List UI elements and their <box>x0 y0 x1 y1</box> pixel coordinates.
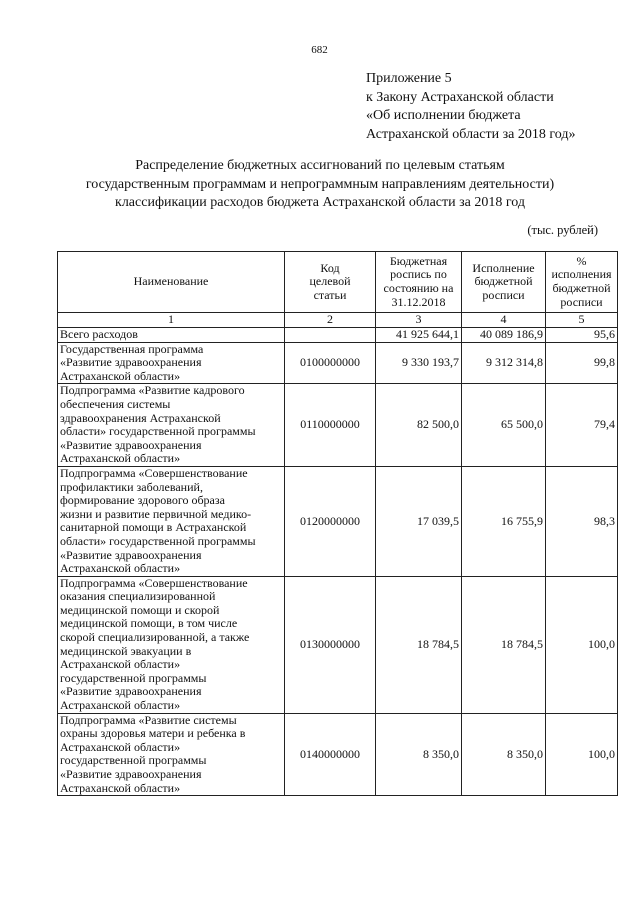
header-line: % <box>576 253 587 268</box>
document-title <box>40 157 600 213</box>
header-line: Бюджетная <box>389 253 448 268</box>
table-row <box>58 384 618 467</box>
row-name-line: Подпрограмма «Развитие системы <box>60 712 237 727</box>
header-name <box>58 252 285 313</box>
row-name-line: профилактики заболеваний, <box>60 479 203 494</box>
header-line: статьи <box>313 287 347 302</box>
row-name <box>58 576 285 713</box>
column-number: 1 <box>58 313 285 328</box>
column-number: 3 <box>376 313 462 328</box>
row-name <box>58 342 285 384</box>
appendix-heading <box>366 70 636 144</box>
row-code: 0130000000 <box>285 576 376 713</box>
header-line: росписи <box>482 287 525 302</box>
row-name-line: Астраханской области» <box>60 780 181 795</box>
row-name-line: Астраханской области» <box>60 368 181 383</box>
table-row <box>58 576 618 713</box>
row-name-line: Астраханской области» <box>60 657 181 672</box>
row-name <box>58 713 285 796</box>
row-name-line: здравоохранения Астраханской <box>60 410 221 425</box>
budget-table <box>57 251 618 796</box>
row-budget: 18 784,5 <box>376 576 462 713</box>
header-line: Наименование <box>133 274 209 289</box>
row-budget: 9 330 193,7 <box>376 342 462 384</box>
column-number: 5 <box>546 313 618 328</box>
row-name-line: Подпрограмма «Совершенствование <box>60 575 248 590</box>
row-budget: 82 500,0 <box>376 384 462 467</box>
page-number: 682 <box>311 44 328 56</box>
row-execution: 18 784,5 <box>462 576 546 713</box>
header-execution <box>462 252 546 313</box>
title-line: Распределение бюджетных ассигнований по целевым статьям <box>135 158 505 173</box>
total-name: Всего расходов <box>58 327 285 342</box>
row-name-line: «Развитие здравоохранения <box>60 355 202 370</box>
header-line: Код <box>320 260 340 275</box>
row-name-line: обеспечения системы <box>60 396 171 411</box>
row-name-line: жизни и развитие первичной медико- <box>60 506 252 521</box>
title-line: государственным программам и непрограммным направлениям деятельности) <box>85 176 555 192</box>
row-code: 0120000000 <box>285 466 376 576</box>
header-row <box>58 252 618 313</box>
row-name-line: государственной программы <box>60 753 207 768</box>
row-name-line: медицинской помощи, в том числе <box>60 616 238 631</box>
row-code: 0110000000 <box>285 384 376 467</box>
row-name-line: «Развитие здравоохранения <box>60 684 202 699</box>
appendix-line: Приложение 5 <box>366 71 452 86</box>
row-name-line: Подпрограмма «Развитие кадрового <box>60 383 245 398</box>
row-name-line: оказания специализированной <box>60 589 216 604</box>
header-line: роспись по <box>390 267 447 282</box>
row-code: 0140000000 <box>285 713 376 796</box>
row-name <box>58 384 285 467</box>
row-percent: 100,0 <box>546 576 618 713</box>
row-code: 0100000000 <box>285 342 376 384</box>
total-code <box>285 327 376 342</box>
row-name-line: Астраханской области» <box>60 698 181 713</box>
table-row <box>58 466 618 576</box>
header-line: состоянию на <box>383 281 454 295</box>
units-note: (тыс. рублей) <box>527 223 598 237</box>
appendix-line: к Закону Астраханской области <box>366 89 554 105</box>
row-name-line: Астраханской области» <box>60 561 181 576</box>
row-name-line: охраны здоровья матери и ребенка в <box>60 726 246 741</box>
header-line: 31.12.2018 <box>391 294 446 309</box>
total-budget: 41 925 644,1 <box>376 327 462 342</box>
appendix-line: «Об исполнении бюджета <box>366 108 521 123</box>
title-line: классификации расходов бюджета Астраханской области за 2018 год <box>115 195 525 210</box>
row-percent: 99,8 <box>546 342 618 384</box>
row-name-line: Государственная программа <box>60 341 204 356</box>
header-line: Исполнение <box>472 260 535 275</box>
total-percent: 95,6 <box>546 327 618 342</box>
row-name-line: медицинской эвакуации в <box>60 643 192 658</box>
total-row <box>58 327 618 342</box>
row-percent: 98,3 <box>546 466 618 576</box>
row-name-line: государственной программы <box>60 670 207 685</box>
column-number: 2 <box>285 313 376 328</box>
table-row <box>58 342 618 384</box>
row-name-line: «Развитие здравоохранения <box>60 547 202 562</box>
header-budget <box>376 252 462 313</box>
row-name-line: Подпрограмма «Совершенствование <box>60 465 248 480</box>
header-line: росписи <box>560 294 603 309</box>
row-budget: 17 039,5 <box>376 466 462 576</box>
header-line: исполнения <box>551 267 612 282</box>
row-budget: 8 350,0 <box>376 713 462 796</box>
row-execution: 16 755,9 <box>462 466 546 576</box>
header-line: целевой <box>309 274 351 289</box>
row-name-line: Астраханской области» <box>60 451 181 466</box>
appendix-line: Астраханской области за 2018 год» <box>366 126 576 142</box>
row-name-line: формирование здорового образа <box>60 493 225 508</box>
row-name-line: области» государственной программы <box>60 424 256 439</box>
header-code <box>285 252 376 313</box>
row-name-line: скорой специализированной, а также <box>60 630 250 645</box>
row-name-line: Астраханской области» <box>60 739 181 754</box>
row-name-line: медицинской помощи и скорой <box>60 602 220 617</box>
row-execution: 9 312 314,8 <box>462 342 546 384</box>
row-name-line: «Развитие здравоохранения <box>60 437 202 452</box>
row-execution: 8 350,0 <box>462 713 546 796</box>
column-number-row <box>58 313 618 328</box>
row-percent: 79,4 <box>546 384 618 467</box>
row-name-line: области» государственной программы <box>60 533 256 548</box>
header-percent <box>546 252 618 313</box>
header-line: бюджетной <box>552 281 611 295</box>
row-execution: 65 500,0 <box>462 384 546 467</box>
row-name-line: санитарной помощи в Астраханской <box>60 520 247 535</box>
table-row <box>58 713 618 796</box>
total-execution: 40 089 186,9 <box>462 327 546 342</box>
header-line: бюджетной <box>474 274 533 289</box>
column-number: 4 <box>462 313 546 328</box>
row-percent: 100,0 <box>546 713 618 796</box>
row-name <box>58 466 285 576</box>
row-name-line: «Развитие здравоохранения <box>60 767 202 781</box>
